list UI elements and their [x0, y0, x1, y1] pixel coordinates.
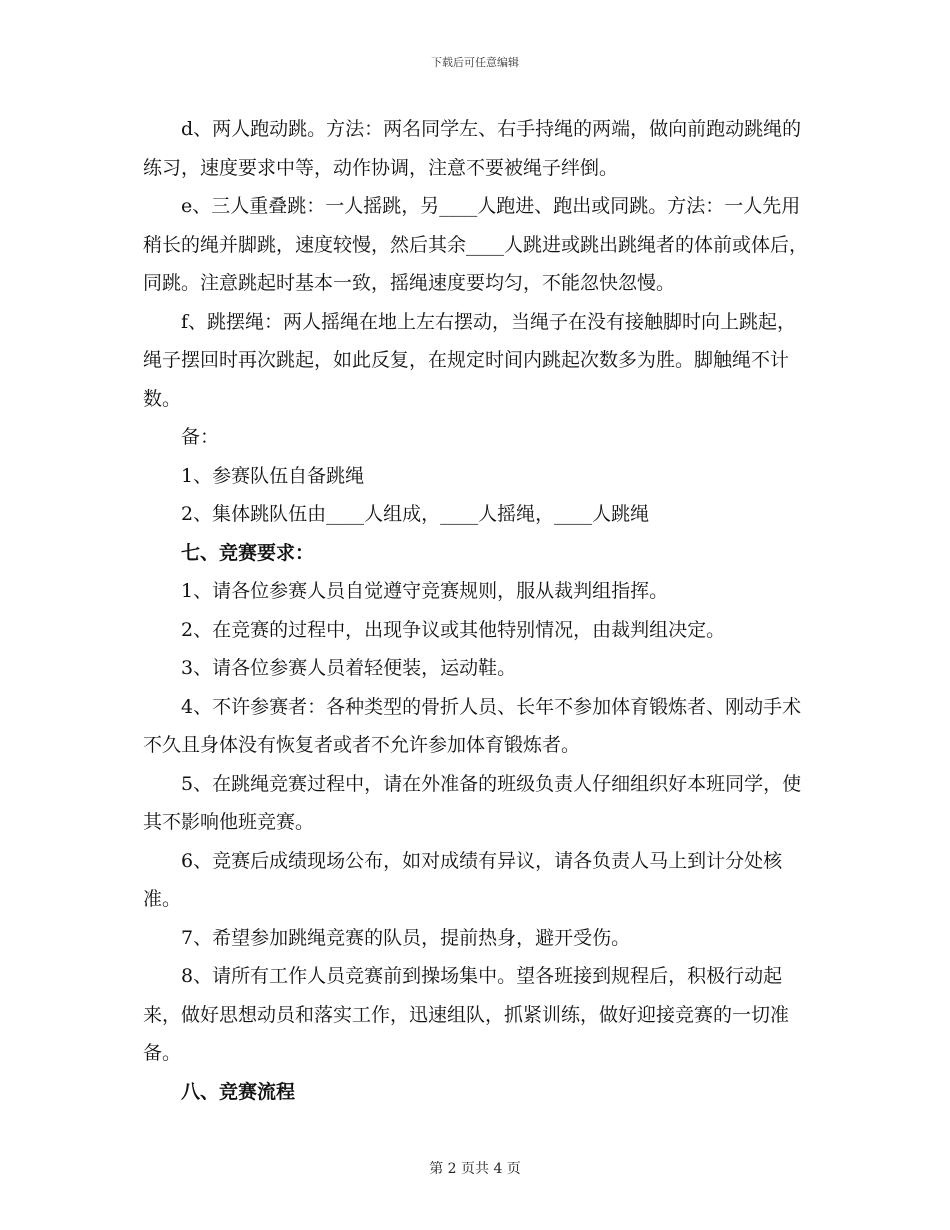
note-label: 备：	[181, 426, 220, 448]
page-footer: 第 2 页共 4 页	[429, 1161, 521, 1177]
paragraph-d: d、两人跑动跳。方法：两名同学左、右手持绳的两端，做向前跑动跳绳的练习，速度要求中等，动作协调，注意不要被绳子绊倒。	[143, 118, 802, 179]
requirement-item-2: 2、在竞赛的过程中，出现争议或其他特别情况，由裁判组决定。	[181, 618, 726, 641]
requirement-item-4: 4、不许参赛者：各种类型的骨折人员、长年不参加体育锻炼者、刚动手术不久且身体没有恢复者或者不允许参加体育锻炼者。	[143, 695, 802, 756]
note-item-1: 1、参赛队伍自备跳绳	[181, 464, 365, 487]
requirement-item-8: 8、请所有工作人员竞赛前到操场集中。望各班接到规程后，积极行动起来，做好思想动员和落实工作，迅速组队，抓紧训练，做好迎接竞赛的一切准备。	[143, 965, 790, 1064]
requirement-item-7: 7、希望参加跳绳竞赛的队员，提前热身，避开受伤。	[181, 926, 631, 949]
requirement-item-1: 1、请各位参赛人员自觉遵守竞赛规则，服从裁判组指挥。	[181, 580, 669, 602]
note-item-2: 2、集体跳队伍由____人组成，____人摇绳，____人跳绳	[181, 503, 650, 525]
page-header: 下载后可任意编辑	[431, 56, 519, 69]
paragraph-f: f、跳摆绳：两人摇绳在地上左右摆动，当绳子在没有接触脚时向上跳起，绳子摆回时再次跳起，如此反复，在规定时间内跳起次数多为胜。脚触绳不计数。	[143, 310, 797, 410]
paragraph-e: e、三人重叠跳：一人摇跳，另____人跑进、跑出或同跳。方法：一人先用稍长的绳并脚跳，速度较慢，然后其余____人跳进或跳出跳绳者的体前或体后，同跳。注意跳起时基本一致，摇绳速度要均匀，不能忽快忽慢。	[143, 195, 809, 294]
requirement-item-5: 5、在跳绳竞赛过程中，请在外准备的班级负责人仔细组织好本班同学，使其不影响他班竞赛。	[143, 772, 802, 833]
requirement-item-6: 6、竞赛后成绩现场公布，如对成绩有异议，请各负责人马上到计分处核准。	[143, 849, 783, 910]
requirement-item-3: 3、请各位参赛人员着轻便装，运动鞋。	[181, 657, 517, 679]
section-7-title: 七、竞赛要求：	[181, 541, 315, 564]
document-body	[143, 110, 813, 1111]
section-8-title: 八、竞赛流程	[181, 1080, 296, 1103]
